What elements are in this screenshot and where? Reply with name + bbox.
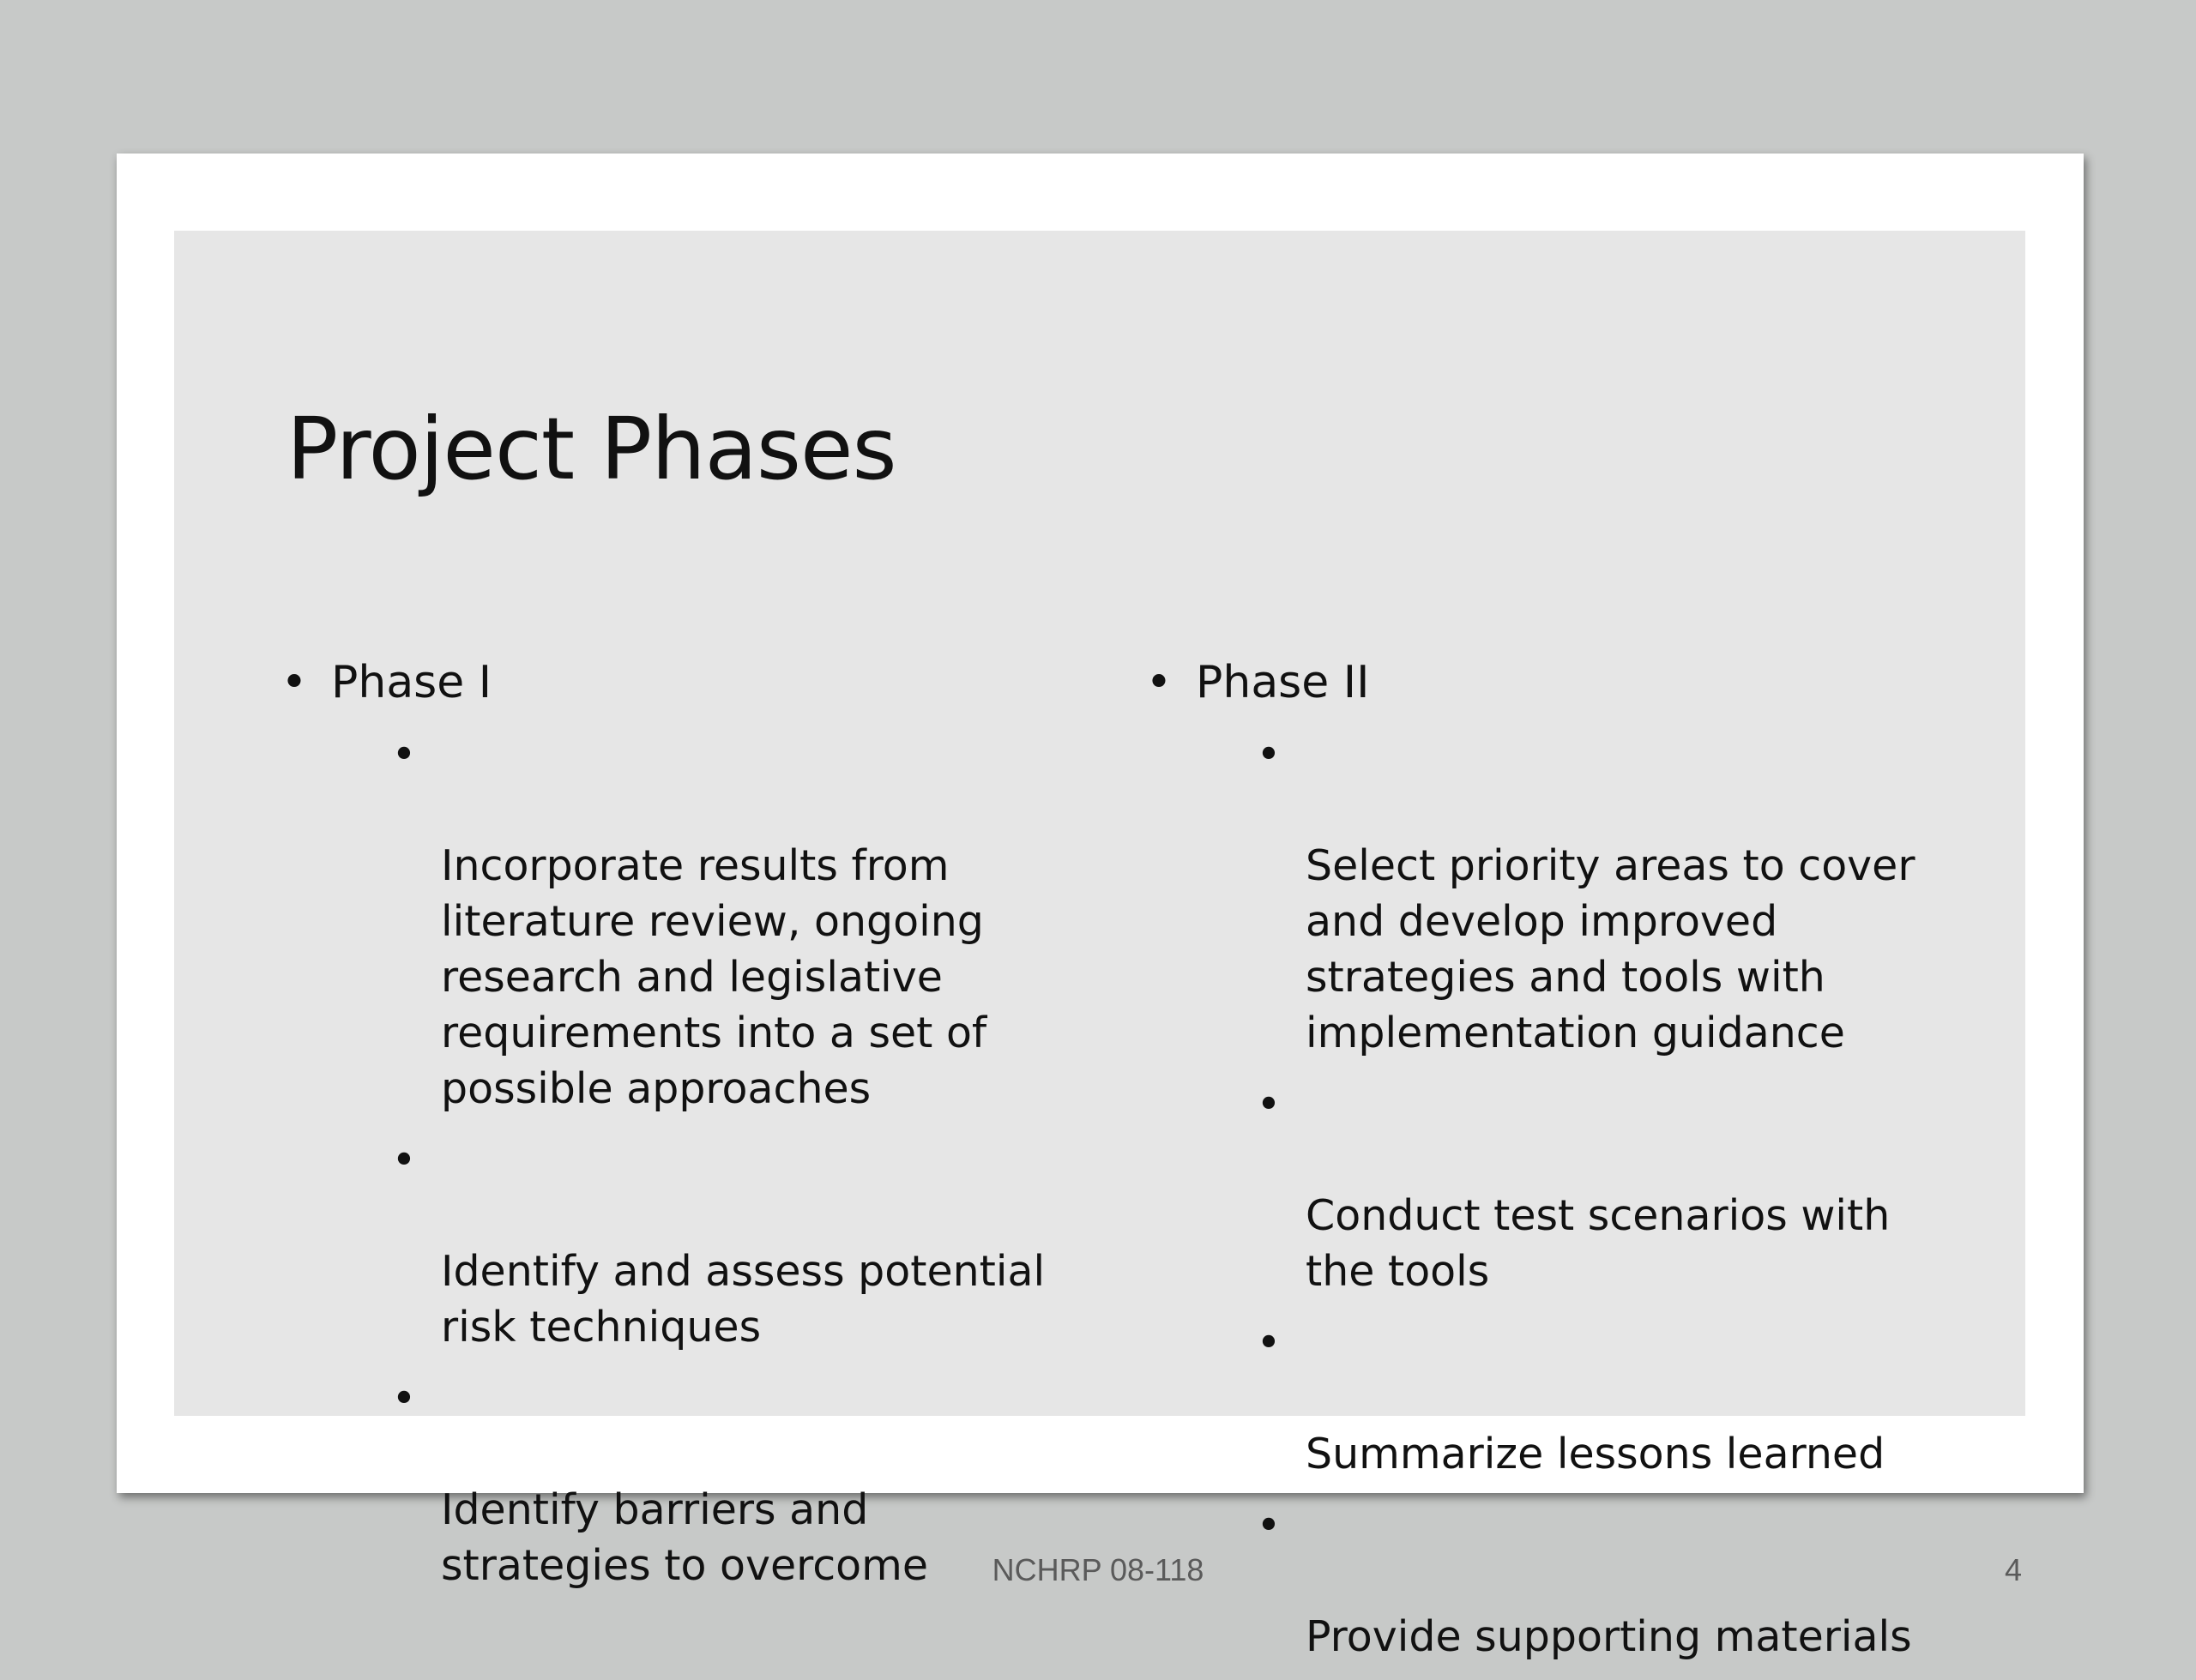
bullet-icon: • (391, 730, 417, 779)
phase-2-item (1142, 655, 1948, 711)
phase-2-task (1142, 726, 1948, 1061)
phase-2-column (1142, 655, 1948, 1680)
phase-2-heading: Phase II (1196, 657, 1370, 708)
phase-2-task (1142, 1315, 1948, 1482)
phase-2-task-text: Summarize lessons learned (1306, 1430, 1885, 1478)
phase-1-tasks (277, 726, 1083, 1593)
footer-project-id: NCHRP 08-118 (992, 1552, 1204, 1587)
bullet-icon: • (1256, 1318, 1282, 1367)
page-number: 4 (2004, 1552, 2022, 1587)
bullet-icon: • (391, 1135, 417, 1184)
bullet-icon: • (391, 1374, 417, 1423)
phase-2-task-text: Provide supporting materials (1306, 1612, 1912, 1661)
phase-1-column (277, 655, 1083, 1609)
bullet-icon: • (1256, 1501, 1282, 1550)
bullet-icon: • (1256, 730, 1282, 779)
phase-1-task-text: Identify and assess potential risk techniques (441, 1247, 1046, 1352)
phase-1-task-text: Identify barriers and strategies to overcome (441, 1485, 928, 1590)
phase-2-task-text: Select priority areas to cover and develop improved strategies and tools with implementation guidance (1306, 841, 1915, 1057)
phase-1-item (277, 655, 1083, 711)
slide-title: Project Phases (287, 399, 896, 499)
phase-2-task (1142, 1076, 1948, 1299)
phase-1-heading: Phase I (331, 657, 492, 708)
bullet-icon: • (1256, 1080, 1282, 1129)
bullet-icon: • (281, 657, 308, 708)
bullet-icon: • (1145, 657, 1173, 708)
phase-1-task-text: Incorporate results from literature review, ongoing research and legislative requirements into a set of possible approaches (441, 841, 987, 1113)
phase-1-task (277, 1132, 1083, 1355)
phase-2-task-text: Conduct test scenarios with the tools (1306, 1191, 1891, 1296)
phase-2-tasks (1142, 726, 1948, 1665)
phase-1-task (277, 726, 1083, 1117)
